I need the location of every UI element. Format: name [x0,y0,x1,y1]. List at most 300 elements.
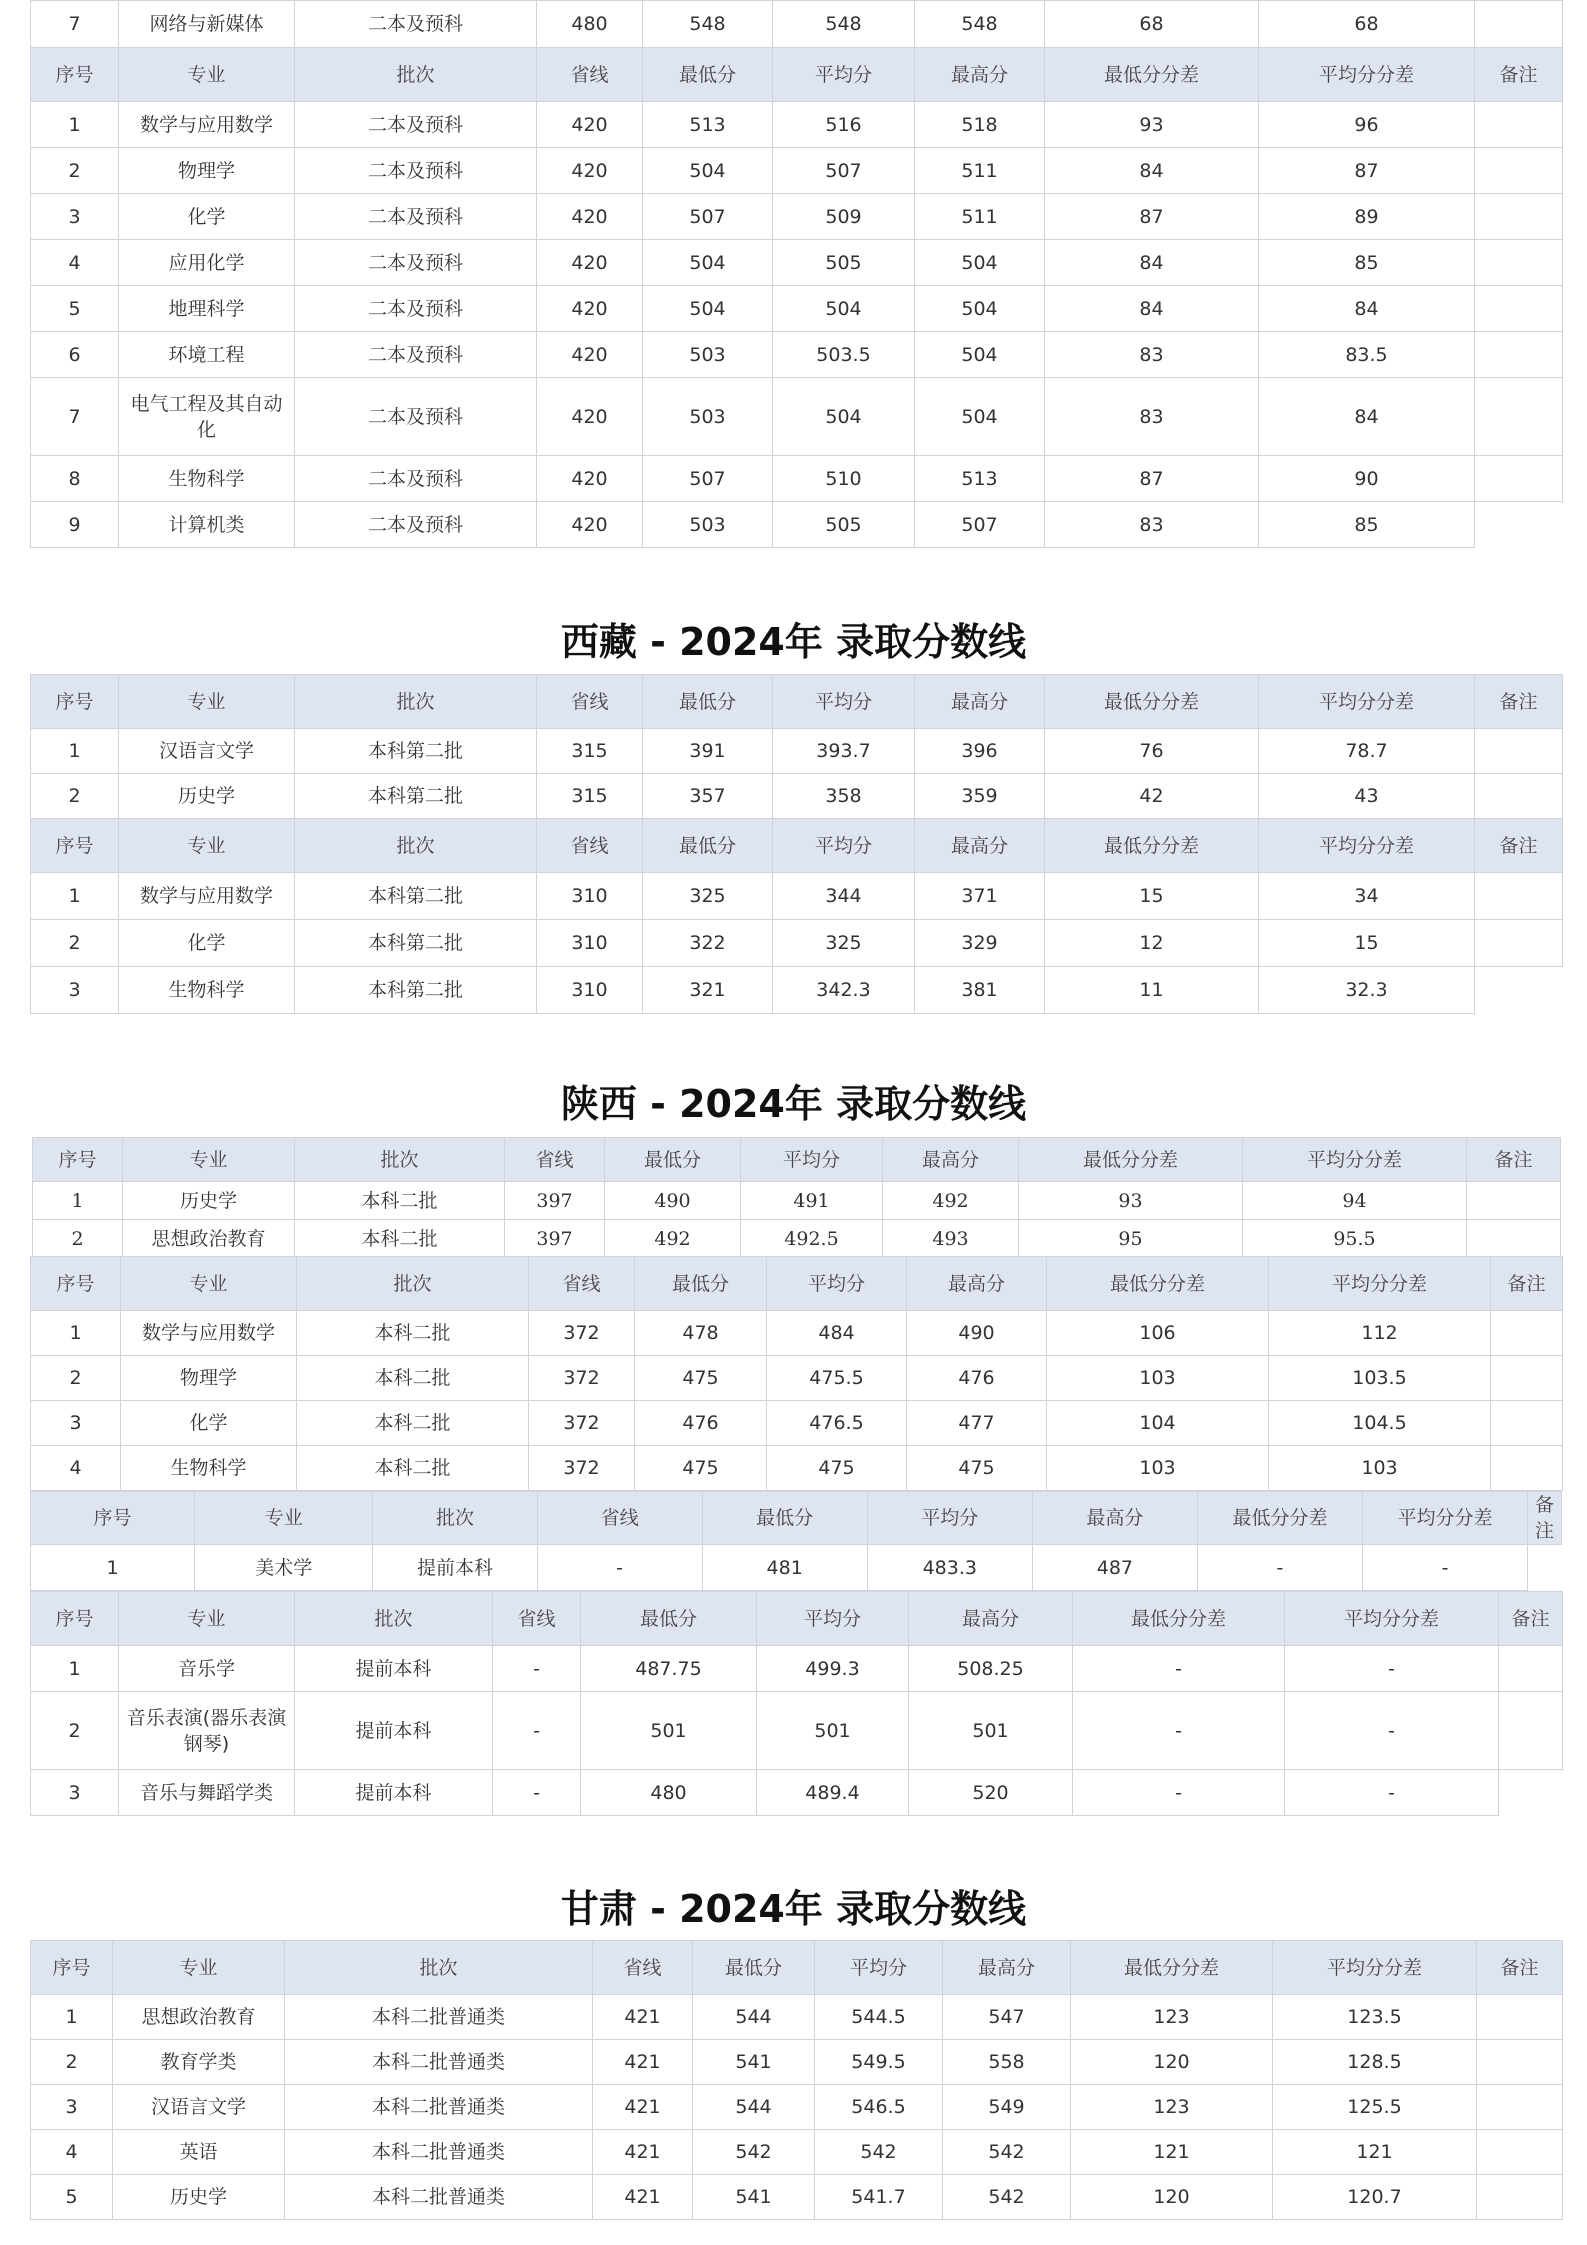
cell-batch: 本科二批普通类 [285,2040,593,2085]
cell-no: 1 [31,1311,121,1356]
header-avg-diff: 平均分分差 [1273,1941,1477,1995]
cell-line: 421 [593,2085,693,2130]
cell-max: 490 [907,1311,1047,1356]
table-row [31,378,1563,456]
cell-major: 化学 [119,194,295,240]
cell-batch: 本科第二批 [295,729,537,774]
cell-max: 329 [915,920,1045,967]
header-max: 最高分 [943,1941,1071,1995]
table-top [30,0,1563,548]
table-row [31,1646,1563,1692]
table-row [31,1995,1563,2040]
cell-line: 420 [537,332,643,378]
cell-min: 480 [581,1770,757,1816]
cell-avg-diff: 121 [1273,2130,1477,2175]
cell-max: 542 [943,2130,1071,2175]
cell-line: 480 [537,1,643,48]
cell-min-diff: 103 [1047,1356,1269,1401]
cell-min-diff: 83 [1045,332,1259,378]
table-header-row [31,1257,1563,1311]
cell-major: 历史学 [113,2175,285,2220]
cell-no: 1 [33,1182,123,1220]
table-row [31,1446,1563,1491]
cell-avg-diff: 34 [1259,873,1475,920]
cell-line: 420 [537,378,643,456]
cell-batch: 二本及预科 [295,332,537,378]
cell-major: 化学 [119,920,295,967]
header-batch: 批次 [297,1257,529,1311]
cell-min: 504 [643,240,773,286]
cell-min-diff: 87 [1045,456,1259,502]
table-shaanxi-3 [30,1491,1562,1591]
cell-max: 542 [943,2175,1071,2220]
header-batch: 批次 [285,1941,593,1995]
cell-note [1475,102,1563,148]
cell-avg: 393.7 [773,729,915,774]
header-min-diff: 最低分分差 [1045,675,1259,729]
cell-min-diff: 120 [1071,2175,1273,2220]
cell-avg: 504 [773,378,915,456]
table-shaanxi-1 [32,1137,1561,1258]
cell-batch: 二本及预科 [295,286,537,332]
cell-min: 325 [643,873,773,920]
header-major: 专业 [121,1257,297,1311]
cell-note [1475,332,1563,378]
header-avg-diff: 平均分分差 [1259,819,1475,873]
header-max: 最高分 [883,1138,1019,1182]
cell-avg-diff: 85 [1259,240,1475,286]
cell-note [1475,873,1563,920]
table-row [31,286,1563,332]
header-min: 最低分 [643,48,773,102]
header-note: 备注 [1499,1592,1563,1646]
header-line: 省线 [537,1492,702,1545]
cell-min: 542 [693,2130,815,2175]
cell-max: 381 [915,967,1045,1014]
cell-batch: 二本及预科 [295,148,537,194]
cell-no: 5 [31,2175,113,2220]
cell-max: 504 [915,286,1045,332]
cell-min-diff: 68 [1045,1,1259,48]
cell-note [1475,148,1563,194]
cell-note [1475,456,1563,502]
header-avg: 平均分 [867,1492,1032,1545]
cell-major: 汉语言文学 [119,729,295,774]
cell-major: 思想政治教育 [113,1995,285,2040]
cell-avg-diff: 84 [1259,286,1475,332]
cell-batch: 本科第二批 [295,967,537,1014]
cell-avg-diff: 68 [1259,1,1475,48]
cell-avg: 516 [773,102,915,148]
cell-batch: 二本及预科 [295,502,537,548]
cell-avg: 549.5 [815,2040,943,2085]
table-row [31,920,1563,967]
cell-no: 2 [31,1356,121,1401]
cell-min: 391 [643,729,773,774]
cell-avg-diff: 120.7 [1273,2175,1477,2220]
table-row [31,967,1563,1014]
cell-batch: 本科第二批 [295,920,537,967]
cell-no: 4 [31,1446,121,1491]
cell-batch: 本科二批 [297,1446,529,1491]
cell-min-diff: 12 [1045,920,1259,967]
cell-no: 1 [31,1995,113,2040]
cell-note [1491,1356,1563,1401]
header-min-diff: 最低分分差 [1045,819,1259,873]
header-avg: 平均分 [773,48,915,102]
cell-line: 315 [537,774,643,819]
section-title-xizang: 西藏 - 2024年 录取分数线 [560,620,1027,664]
header-max: 最高分 [915,675,1045,729]
cell-max: 504 [915,332,1045,378]
table-gansu-1 [30,1940,1563,2220]
header-no: 序号 [31,819,119,873]
cell-note [1475,774,1563,819]
header-batch: 批次 [295,819,537,873]
table-row [31,2130,1563,2175]
cell-line: 372 [529,1446,635,1491]
header-note: 备注 [1475,819,1563,873]
cell-avg: 491 [741,1182,883,1220]
cell-major: 化学 [121,1401,297,1446]
header-major: 专业 [195,1492,373,1545]
cell-max: 504 [915,378,1045,456]
cell-min-diff: 95 [1019,1220,1243,1258]
cell-no: 5 [31,286,119,332]
header-batch: 批次 [295,1592,493,1646]
cell-batch: 二本及预科 [295,378,537,456]
cell-avg-diff: 112 [1269,1311,1491,1356]
header-no: 序号 [31,1257,121,1311]
cell-avg: 505 [773,502,915,548]
cell-avg: 499.3 [757,1646,909,1692]
cell-max: 511 [915,194,1045,240]
cell-major: 数学与应用数学 [119,102,295,148]
header-avg-diff: 平均分分差 [1259,48,1475,102]
cell-note [1467,1220,1561,1258]
cell-max: 508.25 [909,1646,1073,1692]
header-note: 备注 [1475,675,1563,729]
cell-avg-diff: 78.7 [1259,729,1475,774]
cell-avg-diff: - [1363,1545,1528,1591]
header-line: 省线 [537,675,643,729]
cell-batch: 提前本科 [295,1770,493,1816]
cell-avg: 503.5 [773,332,915,378]
cell-avg-diff: 103.5 [1269,1356,1491,1401]
header-batch: 批次 [295,48,537,102]
cell-line: 421 [593,2040,693,2085]
section-title-shaanxi: 陕西 - 2024年 录取分数线 [560,1082,1027,1126]
table-row [33,1220,1561,1258]
table-header-row [31,819,1563,873]
cell-batch: 本科二批普通类 [285,2085,593,2130]
cell-min-diff: 93 [1045,102,1259,148]
cell-major: 汉语言文学 [113,2085,285,2130]
cell-line: 421 [593,2175,693,2220]
cell-major: 物理学 [121,1356,297,1401]
cell-line: 397 [505,1182,605,1220]
header-major: 专业 [119,819,295,873]
cell-no: 3 [31,1401,121,1446]
cell-line: 421 [593,2130,693,2175]
cell-min-diff: 104 [1047,1401,1269,1446]
cell-avg: 344 [773,873,915,920]
header-major: 专业 [113,1941,285,1995]
cell-note [1475,729,1563,774]
cell-avg-diff: - [1285,1770,1499,1816]
header-min-diff: 最低分分差 [1019,1138,1243,1182]
cell-avg: 484 [767,1311,907,1356]
section-title-gansu: 甘肃 - 2024年 录取分数线 [560,1887,1027,1931]
cell-min-diff: 123 [1071,2085,1273,2130]
table-shaanxi-2 [30,1256,1563,1491]
cell-line: 310 [537,873,643,920]
header-max: 最高分 [907,1257,1047,1311]
header-no: 序号 [33,1138,123,1182]
cell-line: 310 [537,967,643,1014]
cell-avg-diff: 96 [1259,102,1475,148]
header-note: 备注 [1491,1257,1563,1311]
cell-max: 492 [883,1182,1019,1220]
header-min: 最低分 [581,1592,757,1646]
cell-line: 372 [529,1356,635,1401]
table-row [31,2175,1563,2220]
cell-batch: 本科二批普通类 [285,1995,593,2040]
cell-major: 音乐表演(器乐表演钢琴) [119,1692,295,1770]
cell-max: 371 [915,873,1045,920]
table-shaanxi-4 [30,1591,1563,1816]
cell-min-diff: 103 [1047,1446,1269,1491]
cell-major: 物理学 [119,148,295,194]
cell-note [1499,1646,1563,1692]
cell-major: 电气工程及其自动化 [119,378,295,456]
cell-min-diff: - [1073,1646,1285,1692]
cell-batch: 本科二批普通类 [285,2175,593,2220]
cell-line: 310 [537,920,643,967]
header-line: 省线 [493,1592,581,1646]
cell-line: 315 [537,729,643,774]
cell-no: 7 [31,1,119,48]
header-avg-diff: 平均分分差 [1269,1257,1491,1311]
cell-no: 2 [33,1220,123,1258]
cell-major: 教育学类 [113,2040,285,2085]
cell-max: 501 [909,1692,1073,1770]
cell-no: 2 [31,774,119,819]
cell-min: 490 [605,1182,741,1220]
cell-max: 476 [907,1356,1047,1401]
cell-avg: 492.5 [741,1220,883,1258]
cell-batch: 二本及预科 [295,240,537,286]
cell-note [1475,194,1563,240]
cell-major: 历史学 [123,1182,295,1220]
cell-line: - [493,1646,581,1692]
table-row [31,194,1563,240]
cell-avg: 358 [773,774,915,819]
cell-min: 504 [643,148,773,194]
cell-no: 2 [31,2040,113,2085]
cell-min-diff: 83 [1045,378,1259,456]
header-min-diff: 最低分分差 [1047,1257,1269,1311]
cell-note [1528,1545,1562,1591]
table-header-row [33,1138,1561,1182]
cell-line: 420 [537,456,643,502]
cell-max: 507 [915,502,1045,548]
cell-min-diff: 84 [1045,148,1259,194]
cell-no: 9 [31,502,119,548]
cell-no: 2 [31,920,119,967]
table-row [31,2085,1563,2130]
cell-major: 应用化学 [119,240,295,286]
cell-note [1491,1446,1563,1491]
cell-note [1499,1692,1563,1770]
header-min-diff: 最低分分差 [1197,1492,1362,1545]
cell-no: 1 [31,729,119,774]
cell-note [1477,2130,1563,2175]
cell-avg: 475.5 [767,1356,907,1401]
cell-note [1477,2085,1563,2130]
cell-min-diff: - [1073,1692,1285,1770]
cell-min: 481 [702,1545,867,1591]
header-min-diff: 最低分分差 [1071,1941,1273,1995]
table-row [31,1401,1563,1446]
cell-max: 487 [1032,1545,1197,1591]
cell-avg-diff: 103 [1269,1446,1491,1491]
table-row [31,1545,1562,1591]
header-no: 序号 [31,1592,119,1646]
cell-major: 数学与应用数学 [121,1311,297,1356]
cell-batch: 提前本科 [373,1545,537,1591]
table-row [31,774,1563,819]
cell-avg: 475 [767,1446,907,1491]
cell-line: - [493,1770,581,1816]
cell-min: 501 [581,1692,757,1770]
header-avg: 平均分 [767,1257,907,1311]
cell-min: 507 [643,456,773,502]
cell-max: 359 [915,774,1045,819]
cell-min: 492 [605,1220,741,1258]
cell-batch: 本科二批普通类 [285,2130,593,2175]
table-header-row [31,675,1563,729]
cell-avg-diff: 15 [1259,920,1475,967]
cell-line: - [537,1545,702,1591]
header-note: 备注 [1528,1492,1562,1545]
cell-note [1467,1182,1561,1220]
header-min: 最低分 [693,1941,815,1995]
cell-major: 历史学 [119,774,295,819]
cell-line: 372 [529,1401,635,1446]
cell-batch: 本科第二批 [295,873,537,920]
header-min-diff: 最低分分差 [1045,48,1259,102]
cell-min-diff: 84 [1045,286,1259,332]
table-row [31,729,1563,774]
header-no: 序号 [31,1941,113,1995]
cell-avg: 541.7 [815,2175,943,2220]
cell-avg-diff: 85 [1259,502,1475,548]
cell-major: 生物科学 [119,456,295,502]
cell-avg: 544.5 [815,1995,943,2040]
cell-min: 357 [643,774,773,819]
cell-min: 475 [635,1446,767,1491]
cell-no: 1 [31,873,119,920]
cell-avg: 504 [773,286,915,332]
header-note: 备注 [1475,48,1563,102]
cell-min: 476 [635,1401,767,1446]
header-avg-diff: 平均分分差 [1259,675,1475,729]
table-row [31,102,1563,148]
cell-line: 397 [505,1220,605,1258]
table-xizang-2 [30,818,1563,1014]
cell-min: 541 [693,2175,815,2220]
cell-note [1477,2175,1563,2220]
cell-avg-diff: 43 [1259,774,1475,819]
cell-note [1499,1770,1563,1816]
table-xizang-1 [30,674,1563,819]
header-avg-diff: 平均分分差 [1363,1492,1528,1545]
cell-min: 321 [643,967,773,1014]
header-avg: 平均分 [815,1941,943,1995]
cell-avg-diff: 95.5 [1243,1220,1467,1258]
cell-major: 生物科学 [119,967,295,1014]
cell-max: 396 [915,729,1045,774]
cell-max: 493 [883,1220,1019,1258]
cell-max: 513 [915,456,1045,502]
cell-max: 518 [915,102,1045,148]
cell-no: 8 [31,456,119,502]
cell-line: 420 [537,148,643,194]
cell-min-diff: 120 [1071,2040,1273,2085]
cell-major: 音乐与舞蹈学类 [119,1770,295,1816]
cell-no: 6 [31,332,119,378]
cell-note [1475,286,1563,332]
cell-line: - [493,1692,581,1770]
cell-major: 计算机类 [119,502,295,548]
table-header-row [31,1492,1562,1545]
cell-avg: 501 [757,1692,909,1770]
cell-batch: 本科二批 [297,1356,529,1401]
cell-line: 372 [529,1311,635,1356]
cell-avg: 546.5 [815,2085,943,2130]
cell-avg: 542 [815,2130,943,2175]
cell-max: 511 [915,148,1045,194]
cell-min-diff: 106 [1047,1311,1269,1356]
cell-avg: 509 [773,194,915,240]
cell-min-diff: 11 [1045,967,1259,1014]
cell-major: 环境工程 [119,332,295,378]
cell-avg: 476.5 [767,1401,907,1446]
cell-line: 420 [537,102,643,148]
header-avg-diff: 平均分分差 [1243,1138,1467,1182]
cell-note [1477,1995,1563,2040]
cell-avg-diff: 125.5 [1273,2085,1477,2130]
cell-note [1475,240,1563,286]
header-line: 省线 [529,1257,635,1311]
cell-no: 2 [31,1692,119,1770]
table-row [31,1770,1563,1816]
cell-note [1475,378,1563,456]
cell-min: 504 [643,286,773,332]
cell-major: 网络与新媒体 [119,1,295,48]
header-min-diff: 最低分分差 [1073,1592,1285,1646]
header-max: 最高分 [909,1592,1073,1646]
cell-min-diff: 123 [1071,1995,1273,2040]
cell-no: 3 [31,1770,119,1816]
header-min: 最低分 [643,819,773,873]
cell-min-diff: 83 [1045,502,1259,548]
table-row [31,1311,1563,1356]
header-no: 序号 [31,48,119,102]
cell-max: 547 [943,1995,1071,2040]
table-row [31,456,1563,502]
